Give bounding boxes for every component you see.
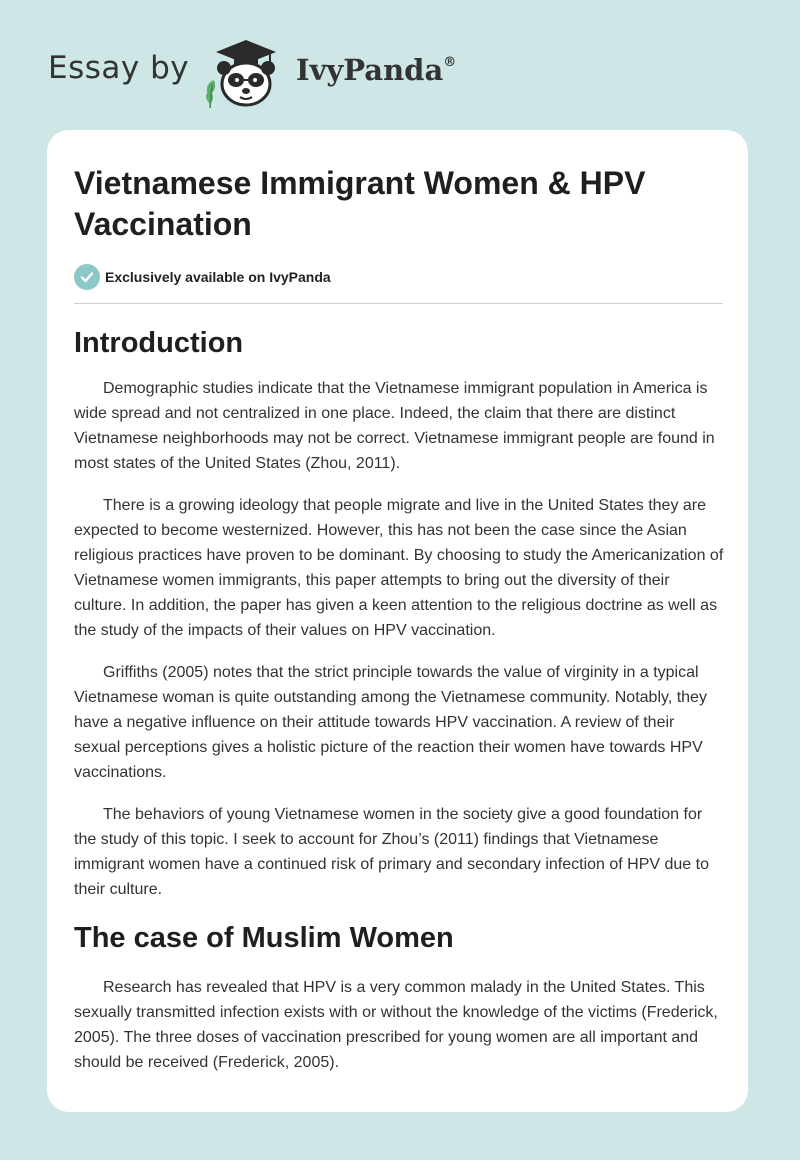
essay-by-label: Essay by bbox=[48, 50, 190, 86]
site-header bbox=[0, 0, 800, 130]
essay-card bbox=[47, 130, 748, 1112]
badge-text: Exclusively available on IvyPanda bbox=[105, 269, 331, 285]
divider bbox=[74, 303, 723, 304]
essay-body bbox=[74, 324, 724, 1075]
checkmark-icon bbox=[74, 264, 100, 290]
brand-name: IvyPanda® bbox=[296, 53, 457, 87]
paragraph: There is a growing ideology that people migrate and live in the United States they are expected to become westernized. However, this has not been the case since the Asian religious practices have proven to be dominant. By choosing to study the Americanization of Vietnamese women immigrants, this paper attempts to bring out the diversity of their culture. In addition, the paper has given a keen attention to the religious doctrine as well as the study of the impacts of their values on HPV vaccination. bbox=[74, 497, 724, 639]
exclusive-badge bbox=[74, 264, 331, 290]
section-heading-introduction: Introduction bbox=[74, 327, 244, 359]
paragraph: The behaviors of young Vietnamese women in the society give a good foundation for the study of this topic. I seek to account for Zhou’s (2011) findings that Vietnamese immigrant women have a continued risk of primary and secondary infection of HPV due to their culture. bbox=[74, 806, 709, 898]
essay-title: Vietnamese Immigrant Women & HPV Vaccination bbox=[74, 165, 646, 242]
paragraph: Demographic studies indicate that the Vietnamese immigrant population in America is wide spread and not centralized in one place. Indeed, the claim that there are distinct Vietnamese neighborhoods may not be correct. Vietnamese immigrant people are found in most states of the United States (Zhou, 2011). bbox=[74, 380, 715, 472]
paragraph: Research has revealed that HPV is a very common malady in the United States. This sexually transmitted infection exists with or without the knowledge of the victims (Frederick, 2005). The three doses of vaccination prescribed for young women are all important and should be received (Frederick, 2005). bbox=[74, 979, 718, 1071]
panda-logo-icon bbox=[200, 34, 292, 110]
section-heading-muslim-women: The case of Muslim Women bbox=[74, 922, 454, 954]
paragraph: Griffiths (2005) notes that the strict principle towards the value of virginity in a typical Vietnamese woman is quite outstanding among the Vietnamese community. Notably, they have a negative influence on their attitude towards HPV vaccination. A review of their sexual perceptions gives a holistic picture of the reaction their women have towards HPV vaccinations. bbox=[74, 664, 707, 781]
